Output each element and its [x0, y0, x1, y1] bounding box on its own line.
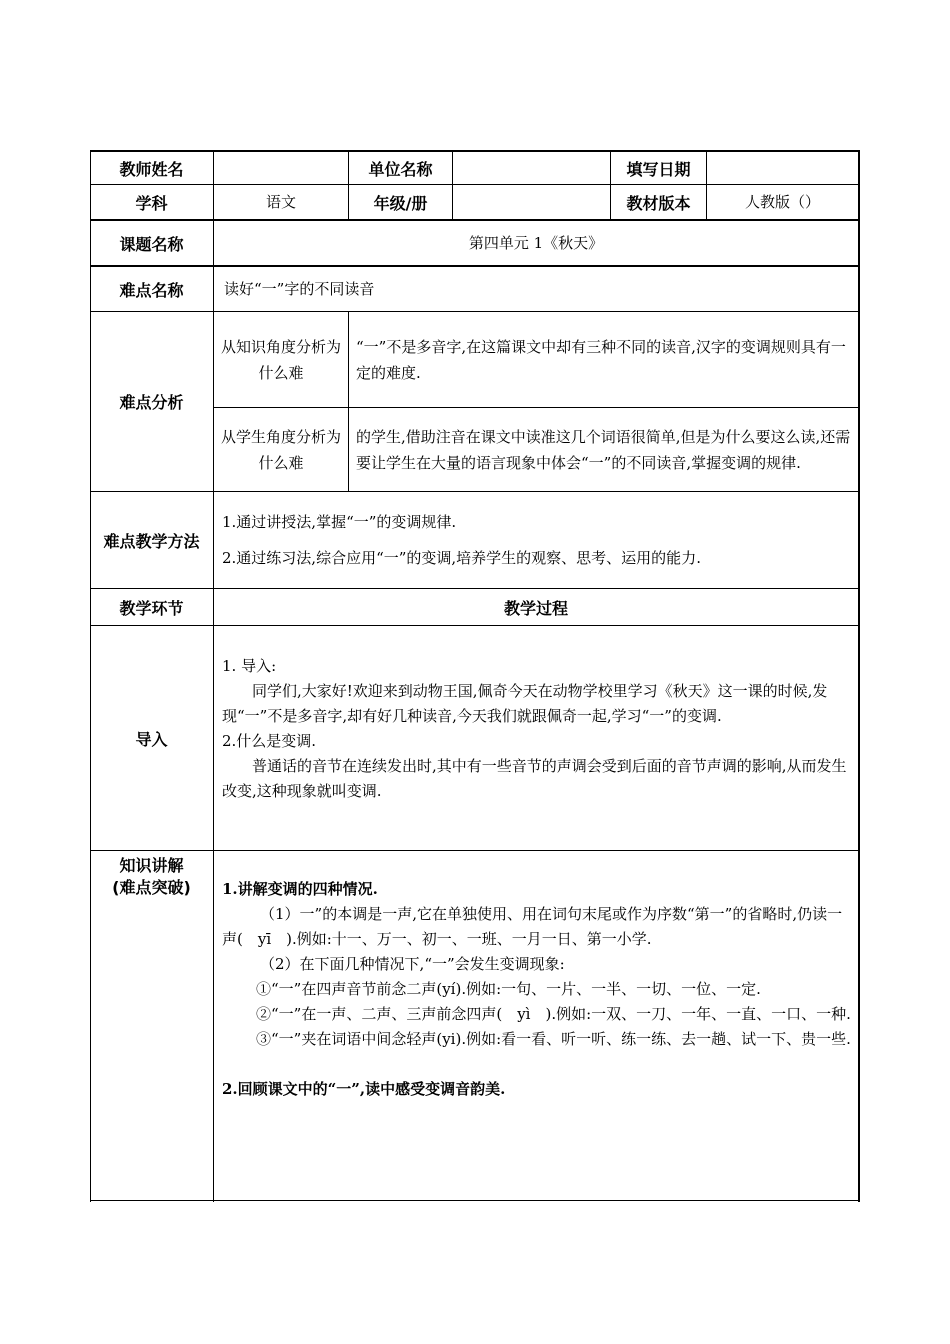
topic-value: 第四单元 1《秋天》 — [468, 234, 604, 252]
method-line-1: 1.通过讲授法,掌握“一”的变调规律. — [222, 513, 457, 531]
col-divider — [348, 311, 349, 491]
knowledge-p5: ③“一”夹在词语中间念轻声(yi).例如:看一看、听一听、练一练、去一趟、试一下、贵一些. — [256, 1030, 851, 1048]
textbook-value: 人教版（） — [744, 193, 820, 211]
difficulty-label: 难点名称 — [119, 280, 184, 300]
stage-header: 教学环节 — [119, 598, 184, 618]
intro-p2: 同学们,大家好!欢迎来到动物王国,佩奇今天在动物学校里学习《秋天》这一课的时候,发现“一”不是多音字,却有好几种读音,今天我们就跟佩奇一起,学习“一”的变调. — [222, 682, 828, 725]
grade-label: 年级/册 — [373, 193, 428, 213]
unit-name-label: 单位名称 — [368, 159, 433, 179]
knowledge-content — [222, 851, 854, 1200]
intro-p3: 2.什么是变调. — [222, 732, 317, 750]
teacher-name-value[interactable] — [214, 151, 348, 185]
table-border-right — [858, 150, 860, 1202]
intro-label: 导入 — [135, 729, 168, 749]
process-header: 教学过程 — [503, 598, 568, 618]
teacher-name-label: 教师姓名 — [119, 159, 184, 179]
knowledge-label — [90, 851, 213, 901]
student-angle-label: 从学生角度分析为什么难 — [220, 427, 341, 472]
textbook-label: 教材版本 — [626, 193, 691, 213]
method-line-2: 2.通过练习法,综合应用“一”的变调,培养学生的观察、思考、运用的能力. — [222, 549, 701, 567]
student-angle-text: 的学生,借助注音在课文中读准这几个词语很简单,但是为什么要这么读,还需要让学生在大量的语言现象中体会“一”的不同读音,掌握变调的规律. — [356, 427, 851, 472]
knowledge-label-line2: (难点突破) — [112, 878, 191, 897]
table-border-bottom — [90, 1200, 860, 1201]
knowledge-p3: ①“一”在四声音节前念二声(yí).例如:一句、一片、一半、一切、一位、一定. — [256, 980, 761, 998]
knowledge-h1: 1.讲解变调的四种情况. — [222, 880, 378, 898]
lesson-plan-table — [90, 150, 860, 1202]
fill-date-label: 填写日期 — [626, 159, 691, 179]
intro-content — [222, 626, 854, 850]
subject-label: 学科 — [135, 193, 168, 213]
fill-date-value[interactable] — [707, 151, 858, 185]
knowledge-p1: （1）一”的本调是一声,它在单独使用、用在词句末尾或作为序数“第一”的省略时,仍读一声( yī ).例如:十一、万一、初一、一班、一月一日、第一小学. — [222, 905, 843, 948]
unit-name-value[interactable] — [453, 151, 610, 185]
analysis-label: 难点分析 — [119, 393, 184, 412]
knowledge-angle-text: “一”不是多音字,在这篇课文中却有三种不同的读音,汉字的变调规则具有一定的难度. — [356, 337, 846, 382]
topic-label: 课题名称 — [119, 234, 184, 254]
knowledge-label-line1: 知识讲解 — [119, 856, 184, 875]
col-divider — [213, 150, 214, 1202]
knowledge-p4: ②“一”在一声、二声、三声前念四声( yì ).例如:一双、一刀、一年、一直、一口、一种. — [256, 1005, 851, 1023]
subject-value: 语文 — [265, 193, 296, 211]
intro-p1: 1. 导入: — [222, 657, 277, 675]
knowledge-p2: （2）在下面几种情况下,“一”会发生变调现象: — [260, 955, 565, 973]
difficulty-value: 读好“一”字的不同读音 — [224, 280, 375, 298]
intro-p4: 普通话的音节在连续发出时,其中有一些音节的声调会受到后面的音节声调的影响,从而发生改变,这种现象就叫变调. — [222, 757, 847, 800]
grade-value[interactable] — [453, 185, 610, 219]
knowledge-h2: 2.回顾课文中的“一”,读中感受变调音韵美. — [222, 1080, 506, 1098]
spacer — [222, 1052, 854, 1077]
method-label: 难点教学方法 — [103, 531, 200, 551]
knowledge-angle-label: 从知识角度分析为什么难 — [220, 337, 341, 382]
method-content — [222, 492, 854, 588]
